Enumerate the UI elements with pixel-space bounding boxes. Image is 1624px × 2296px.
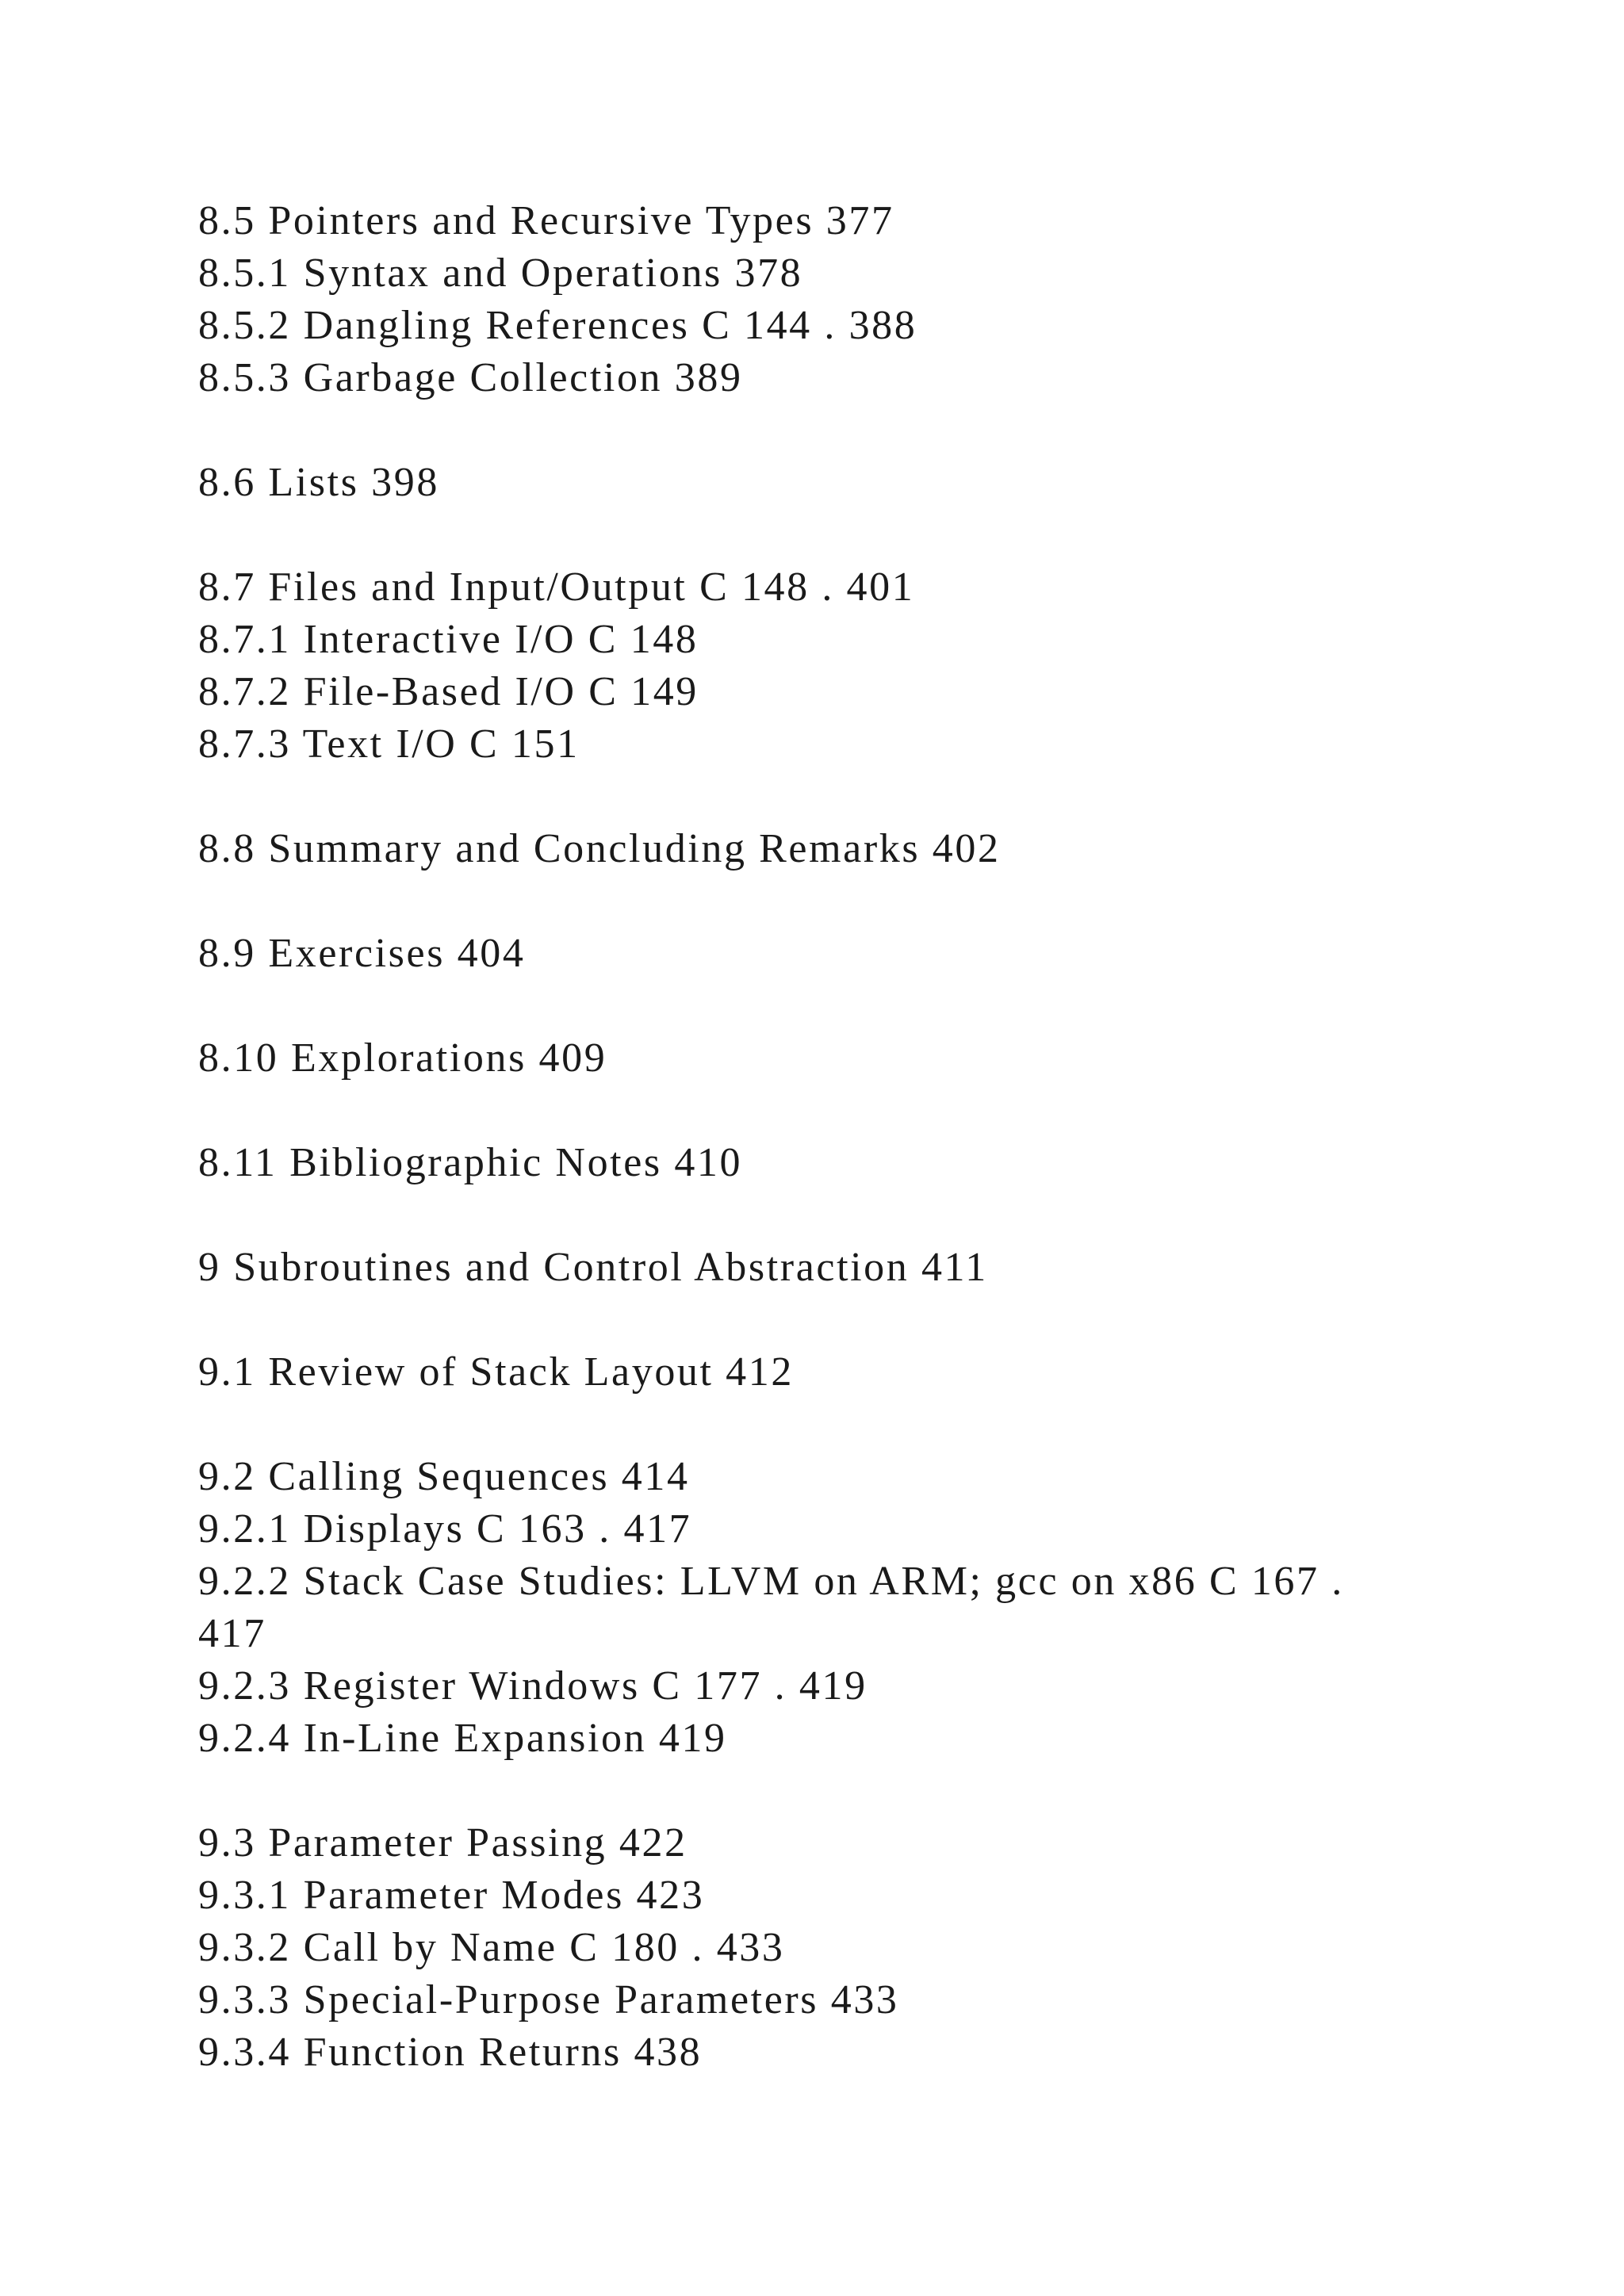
toc-entry: 8.11 Bibliographic Notes 410 bbox=[198, 1140, 743, 1185]
toc-entry: 8.7.1 Interactive I/O C 148 bbox=[198, 617, 699, 662]
toc-entry: 8.5.2 Dangling References C 144 . 388 bbox=[198, 303, 917, 348]
toc-group-8-8 bbox=[198, 823, 1546, 875]
toc-entry: 8.7.2 File-Based I/O C 149 bbox=[198, 669, 699, 714]
toc-entry: 8.7 Files and Input/Output C 148 . 401 bbox=[198, 564, 915, 610]
toc-entry: 8.7.3 Text I/O C 151 bbox=[198, 721, 580, 767]
toc-group-9 bbox=[198, 1242, 1546, 1294]
toc-entry: 8.6 Lists 398 bbox=[198, 460, 439, 505]
toc-entry: 9.3.4 Function Returns 438 bbox=[198, 2030, 703, 2075]
toc-entry: 9.2.1 Displays C 163 . 417 bbox=[198, 1506, 692, 1552]
table-of-contents bbox=[198, 195, 1546, 2131]
toc-group-9-3 bbox=[198, 1817, 1546, 2079]
toc-entry: 9.3 Parameter Passing 422 bbox=[198, 1820, 688, 1866]
toc-group-8-11 bbox=[198, 1137, 1546, 1189]
toc-group-8-6 bbox=[198, 457, 1546, 509]
toc-entry: 8.9 Exercises 404 bbox=[198, 931, 526, 976]
toc-entry: 9.3.1 Parameter Modes 423 bbox=[198, 1873, 705, 1918]
toc-chapter-heading: 9 Subroutines and Control Abstraction 411 bbox=[198, 1245, 988, 1290]
toc-group-8-9 bbox=[198, 928, 1546, 980]
toc-group-8-5 bbox=[198, 195, 1546, 404]
toc-entry: 9.2.2 Stack Case Studies: LLVM on ARM; gcc on x86 C 167 . bbox=[198, 1559, 1344, 1604]
toc-entry: 8.5.1 Syntax and Operations 378 bbox=[198, 251, 803, 296]
toc-group-9-1 bbox=[198, 1346, 1546, 1399]
toc-entry: 8.10 Explorations 409 bbox=[198, 1035, 607, 1081]
toc-group-8-10 bbox=[198, 1032, 1546, 1085]
toc-group-8-7 bbox=[198, 561, 1546, 771]
toc-entry: 8.5.3 Garbage Collection 389 bbox=[198, 355, 743, 400]
toc-entry: 9.2 Calling Sequences 414 bbox=[198, 1454, 690, 1499]
toc-entry: 9.2.3 Register Windows C 177 . 419 bbox=[198, 1663, 868, 1709]
toc-entry: 9.3.2 Call by Name C 180 . 433 bbox=[198, 1925, 785, 1970]
toc-entry: 9.1 Review of Stack Layout 412 bbox=[198, 1349, 794, 1395]
toc-entry: 9.2.4 In-Line Expansion 419 bbox=[198, 1716, 727, 1761]
toc-group-9-2 bbox=[198, 1451, 1546, 1765]
toc-entry: 8.8 Summary and Concluding Remarks 402 bbox=[198, 826, 1001, 871]
toc-entry: 8.5 Pointers and Recursive Types 377 bbox=[198, 198, 894, 243]
toc-entry: 9.3.3 Special-Purpose Parameters 433 bbox=[198, 1977, 899, 2022]
toc-entry: 417 bbox=[198, 1611, 266, 1656]
